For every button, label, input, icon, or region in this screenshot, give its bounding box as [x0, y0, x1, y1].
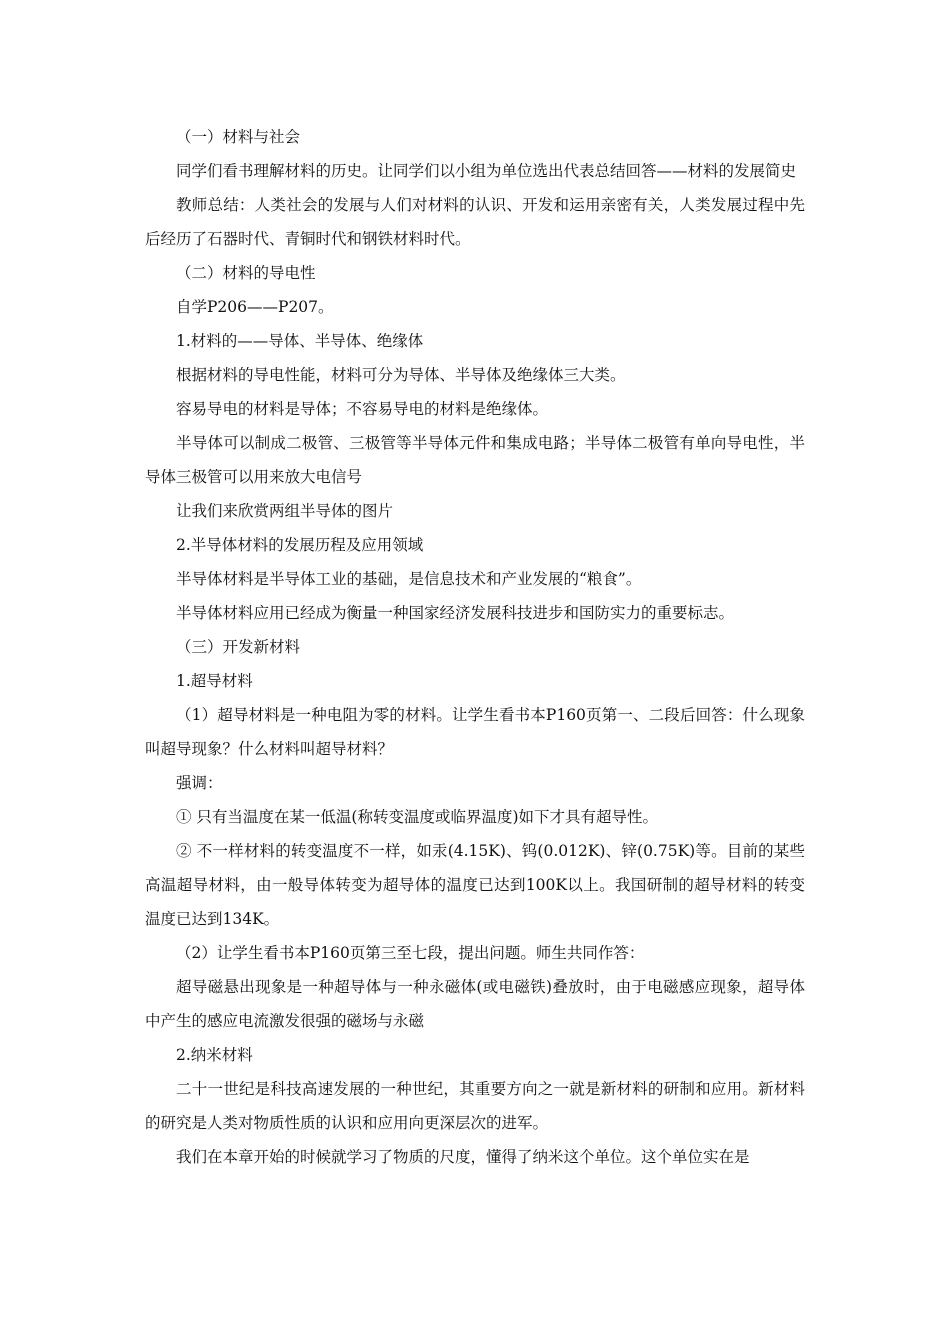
paragraph: （1）超导材料是一种电阻为零的材料。让学生看书本P160页第一、二段后回答：什么现象叫超导现象？什么材料叫超导材料？ [145, 706, 805, 758]
subheading: 1.材料的——导体、半导体、绝缘体 [176, 332, 424, 350]
paragraph: 让我们来欣赏两组半导体的图片 [176, 502, 394, 520]
paragraph: 自学P206——P207。 [176, 298, 334, 316]
section-heading-material-society: （一）材料与社会 [176, 128, 301, 146]
document-body [145, 120, 805, 1174]
paragraph: 强调： [176, 774, 223, 792]
section-heading-new-materials: （三）开发新材料 [176, 638, 301, 656]
paragraph: 半导体材料是半导体工业的基础，是信息技术和产业发展的“粮食”。 [176, 570, 642, 588]
paragraph: 我们在本章开始的时候就学习了物质的尺度，懂得了纳米这个单位。这个单位实在是 [176, 1148, 750, 1166]
subheading: 2.半导体材料的发展历程及应用领域 [176, 536, 424, 554]
paragraph: 教师总结：人类社会的发展与人们对材料的认识、开发和运用亲密有关，人类发展过程中先后经历了石器时代、青铜时代和钢铁材料时代。 [145, 196, 805, 248]
paragraph: 超导磁悬出现象是一种超导体与一种永磁体(或电磁铁)叠放时，由于电磁感应现象，超导体中产生的感应电流激发很强的磁场与永磁 [145, 978, 805, 1030]
subheading: 1.超导材料 [176, 672, 253, 690]
paragraph: 半导体材料应用已经成为衡量一种国家经济发展科技进步和国防实力的重要标志。 [176, 604, 735, 622]
paragraph: 容易导电的材料是导体；不容易导电的材料是绝缘体。 [176, 400, 549, 418]
paragraph: 同学们看书理解材料的历史。让同学们以小组为单位选出代表总结回答——材料的发展简史 [176, 162, 797, 180]
paragraph: 根据材料的导电性能，材料可分为导体、半导体及绝缘体三大类。 [176, 366, 626, 384]
paragraph: 半导体可以制成二极管、三极管等半导体元件和集成电路；半导体二极管有单向导电性，半导体三极管可以用来放大电信号 [145, 434, 805, 486]
subheading: 2.纳米材料 [176, 1046, 253, 1064]
list-item: ② 不一样材料的转变温度不一样，如汞(4.15K)、钨(0.012K)、锌(0.75K)等。目前的某些高温超导材料，由一般导体转变为超导体的温度已达到100K以上。我国研制的超导材料的转变温度已达到134K。 [145, 842, 805, 928]
list-item: ① 只有当温度在某一低温(称转变温度或临界温度)如下才具有超导性。 [176, 808, 659, 826]
paragraph: 二十一世纪是科技高速发展的一种世纪，其重要方向之一就是新材料的研制和应用。新材料的研究是人类对物质性质的认识和应用向更深层次的进军。 [145, 1080, 805, 1132]
paragraph: （2）让学生看书本P160页第三至七段，提出问题。师生共同作答： [176, 944, 645, 962]
section-heading-conductivity: （二）材料的导电性 [176, 264, 316, 282]
